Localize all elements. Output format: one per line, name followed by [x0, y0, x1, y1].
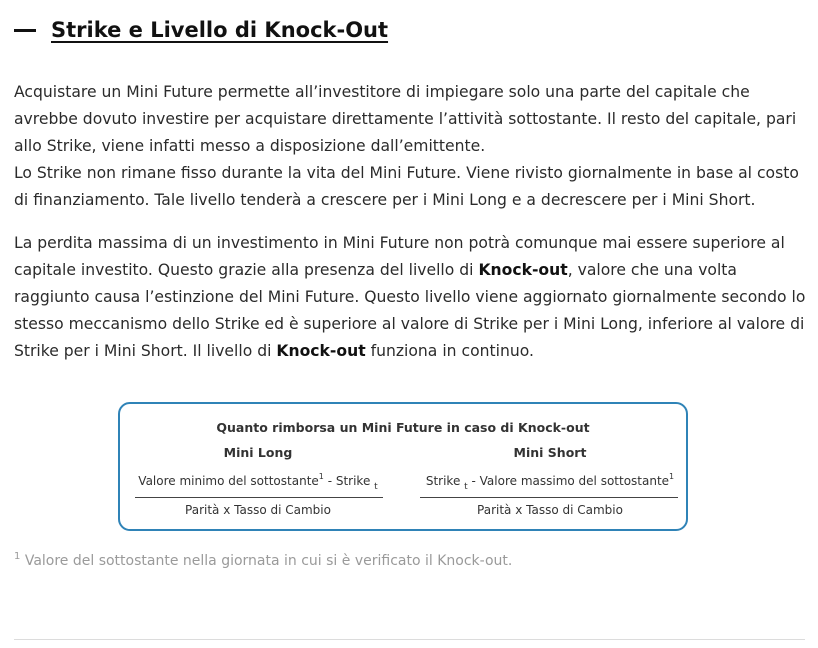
formula-box-title: Quanto rimborsa un Mini Future in caso di Knock-out [216, 420, 590, 435]
footnote [14, 551, 512, 569]
section-title[interactable]: Strike e Livello di Knock-Out [51, 18, 389, 42]
paragraph-intro [14, 79, 809, 214]
paragraph-text: Lo Strike non rimane fisso durante la vita del Mini Future. Viene rivisto giornalmente in base al costo di finanziamento. Tale livello tenderà a crescere per i Mini Long e a decrescere per i Mini Short. [14, 164, 799, 209]
mini-long-numerator: Valore minimo del sottostante$^1$ - Strike $_t$ [138, 472, 378, 492]
formula-box [118, 402, 688, 531]
footnote-text: Valore del sottostante nella giornata in cui si è verificato il Knock-out. [20, 553, 513, 569]
mini-short-title: Mini Short [513, 445, 587, 460]
mini-long-denominator: Parità x Tasso di Cambio [185, 503, 331, 517]
paragraph-text: funziona in continuo. [365, 342, 534, 360]
mini-short-fraction-line [420, 497, 678, 498]
mini-long-title: Mini Long [223, 445, 293, 460]
divider [14, 639, 805, 640]
knockout-bold: Knock-out [478, 261, 568, 279]
section-heading [14, 18, 388, 42]
mini-long-fraction-line [135, 497, 383, 498]
paragraph-text: , valore che una volta raggiunto causa l’estinzione del Mini Future. Questo livello viene aggiornato giornalmente secondo lo stesso meccanismo dello Strike ed è superiore al valore di Strike per i Mini Long, inferiore al valore di Strike per i Mini Short. Il livello di [14, 261, 806, 360]
footnote-marker: 1 [14, 551, 21, 562]
mini-short-numerator: Strike $_t$ - Valore massimo del sottostante$^1$ [425, 472, 675, 492]
paragraph-text: La perdita massima di un investimento in Mini Future non potrà comunque mai essere superiore al capitale investito. Questo grazie alla presenza del livello di [14, 234, 785, 279]
heading-dash [14, 29, 36, 32]
knockout-bold: Knock-out [276, 342, 366, 360]
paragraph-knockout [14, 230, 809, 365]
mini-short-denominator: Parità x Tasso di Cambio [477, 503, 623, 517]
paragraph-text: Acquistare un Mini Future permette all’investitore di impiegare solo una parte del capitale che avrebbe dovuto investire per acquistare direttamente l’attività sottostante. Il resto del capitale, pari allo Strike, viene infatti messo a disposizione dall’emittente. [14, 83, 797, 155]
